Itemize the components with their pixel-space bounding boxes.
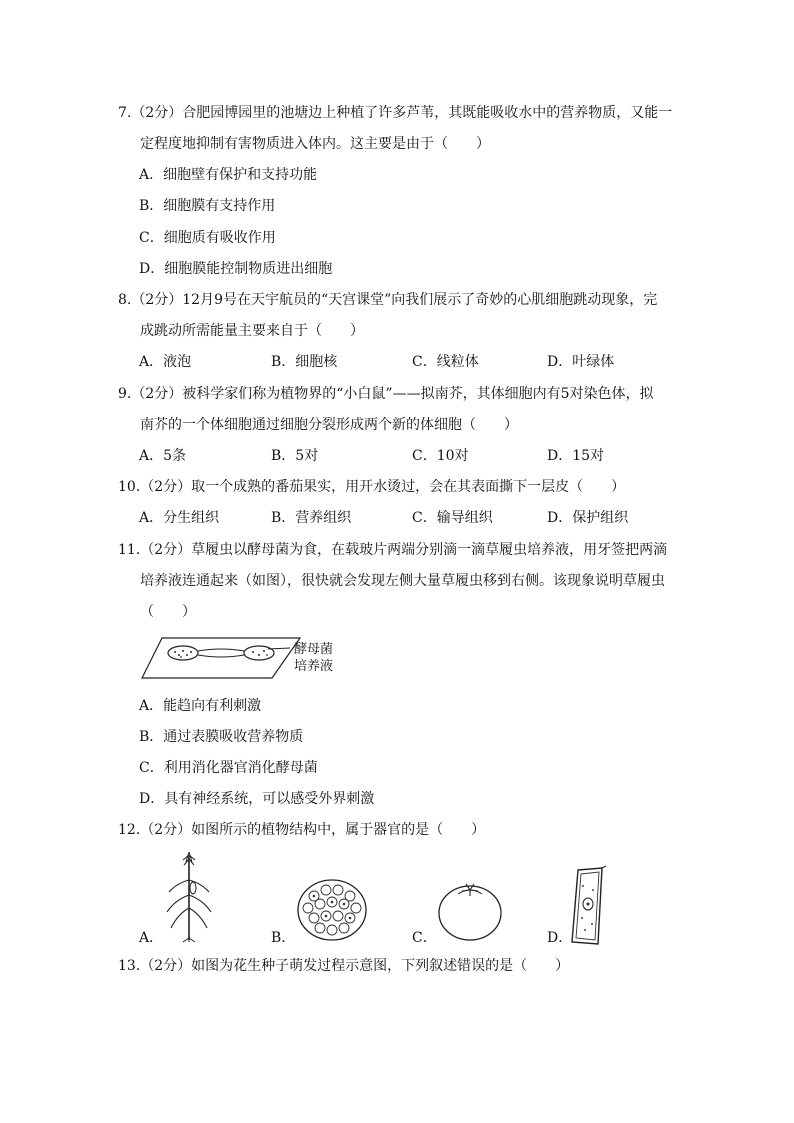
question-11-stem: 11.（2分）草履虫以酵母菌为食，在载玻片两端分别滴一滴草履虫培养液，用牙签把两滴 — [118, 542, 668, 558]
question-9-option-a: A．5条 — [139, 448, 187, 464]
question-12-option-b: B． — [271, 930, 296, 946]
question-8-stem: 8.（2分）12月9号在天宇航员的“天宫课堂”向我们展示了奇妙的心肌细胞跳动现象，完 — [118, 292, 658, 308]
right-drop-icon — [244, 646, 274, 660]
plant-cell-icon — [568, 866, 608, 946]
question-8-stem-cont: 成跳动所需能量主要来自于（ ） — [140, 323, 364, 339]
corn-plant-icon — [163, 850, 215, 942]
question-9-option-d: D．15对 — [547, 448, 605, 464]
figure-label-yeast: 酵母菌 — [294, 642, 334, 657]
question-9-stem-cont: 南芥的一个体细胞通过细胞分裂形成两个新的体细胞（ ） — [140, 417, 518, 433]
question-10-option-d: D．保护组织 — [547, 510, 629, 526]
tissue-cluster-icon — [296, 878, 368, 942]
question-7-stem-cont: 定程度地抑制有害物质进入体内。这主要是由于（ ） — [140, 136, 490, 152]
question-12-option-c: C． — [412, 930, 437, 946]
question-8-option-d: D．叶绿体 — [547, 354, 615, 370]
question-10-option-a: A．分生组织 — [139, 510, 220, 526]
question-11-option-c: C．利用消化器官消化酵母菌 — [139, 760, 318, 776]
question-8-option-b: B．细胞核 — [271, 354, 338, 370]
slide-figure — [140, 634, 380, 684]
question-9-stem: 9.（2分）被科学家们称为植物界的“小白鼠”——拟南芥，其体细胞内有5对染色体，拟 — [118, 386, 654, 402]
question-11-option-b: B．通过表膜吸收营养物质 — [139, 729, 304, 745]
figure-label-culture: 培养液 — [294, 659, 334, 674]
question-9-option-b: B．5对 — [271, 448, 319, 464]
question-7-option-c: C．细胞质有吸收作用 — [139, 230, 276, 246]
question-7-stem: 7.（2分）合肥园博园里的池塘边上种植了许多芦苇，其既能吸收水中的营养物质，又能一 — [118, 105, 673, 121]
question-11-answer-blank: （ ） — [140, 604, 196, 620]
question-9-option-c: C．10对 — [412, 448, 469, 464]
question-8-option-a: A．液泡 — [139, 354, 192, 370]
question-12-option-a: A． — [139, 930, 164, 946]
question-7-option-d: D．细胞膜能控制物质进出细胞 — [139, 261, 333, 277]
question-10-option-c: C．输导组织 — [412, 510, 493, 526]
question-12-option-d: D． — [547, 930, 573, 946]
question-12-stem: 12.（2分）如图所示的植物结构中，属于器官的是（ ） — [118, 822, 486, 838]
question-7-option-b: B．细胞膜有支持作用 — [139, 198, 276, 214]
question-11-stem-cont: 培养液连通起来（如图），很快就会发现左侧大量草履虫移到右侧。该现象说明草履虫 — [140, 573, 665, 589]
tomato-fruit-icon — [436, 880, 504, 942]
question-10-option-b: B．营养组织 — [271, 510, 352, 526]
question-8-option-c: C．线粒体 — [412, 354, 479, 370]
question-13-stem: 13.（2分）如图为花生种子萌发过程示意图，下列叙述错误的是（ ） — [118, 958, 570, 974]
left-drop-icon — [168, 646, 198, 660]
question-11-option-a: A．能趋向有利刺激 — [139, 698, 262, 714]
question-10-stem: 10.（2分）取一个成熟的番茄果实，用开水烫过，会在其表面撕下一层皮（ ） — [118, 479, 626, 495]
question-11-option-d: D．具有神经系统，可以感受外界刺激 — [139, 791, 375, 807]
question-7-option-a: A．细胞壁有保护和支持功能 — [139, 167, 318, 183]
